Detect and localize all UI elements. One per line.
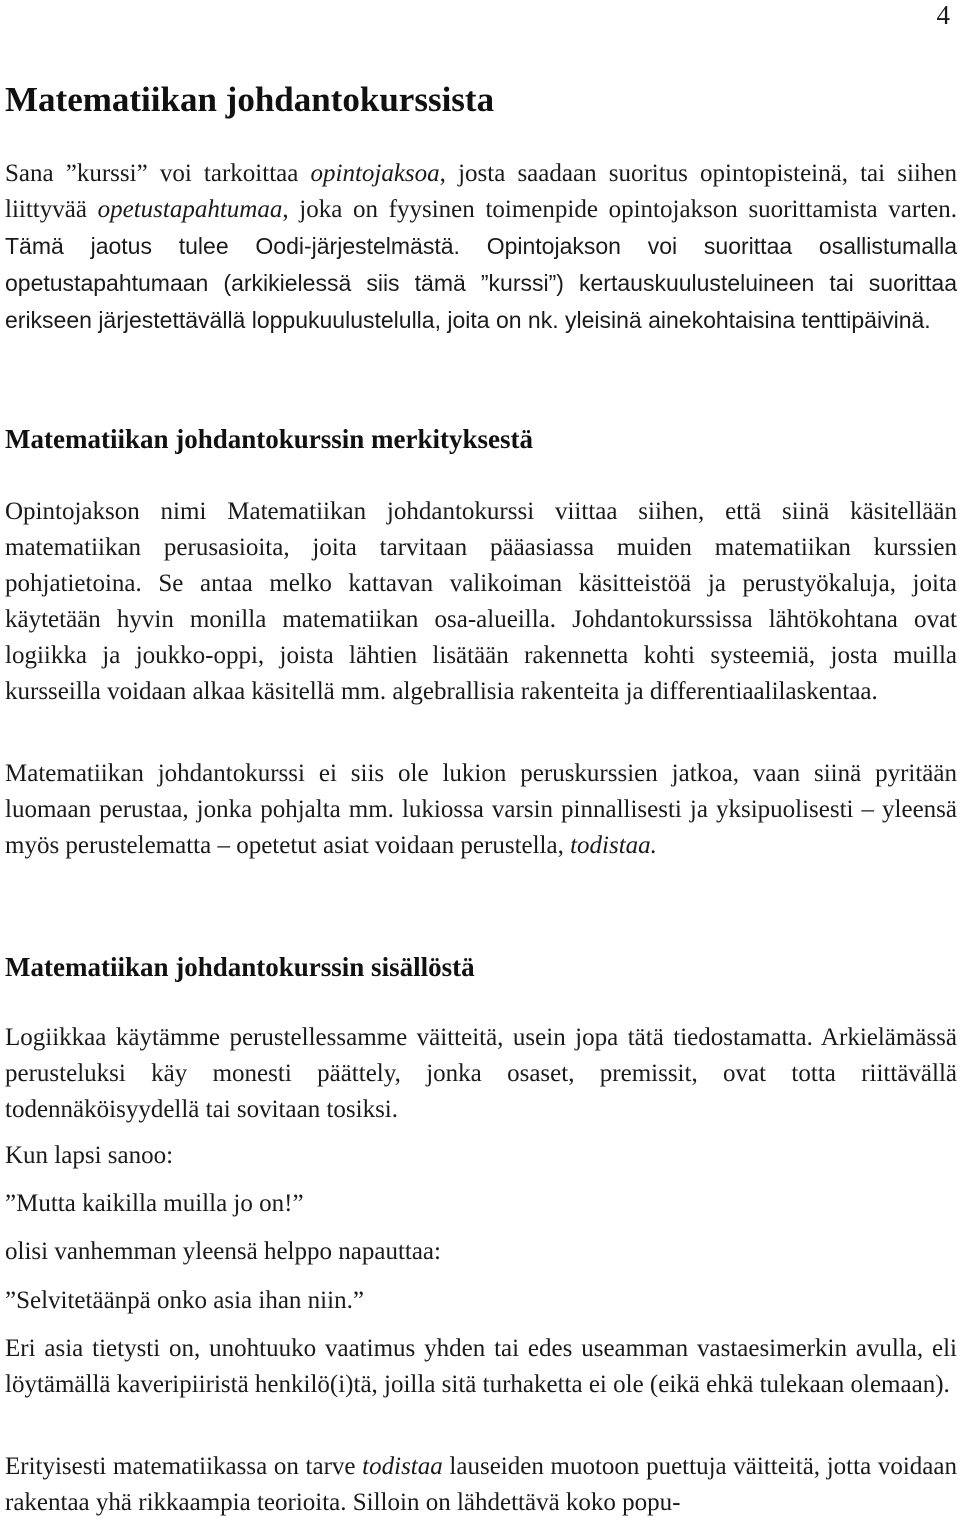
paragraph-sisalto-5 xyxy=(5,1449,957,1521)
heading-johdantokurssista: Matematiikan johdantokurssista xyxy=(5,80,495,119)
emphasis-opintojaksoa: opintojaksoa xyxy=(310,160,440,187)
quote-child: ”Mutta kaikilla muilla jo on!” xyxy=(5,1190,304,1217)
heading-merkityksesta: Matematiikan johdantokurssin merkityksestä xyxy=(5,424,534,454)
paragraph-sisalto-1: Logiikkaa käytämme perustellessamme väitteitä, usein jopa tätä tiedostamatta. Arkielämässä perusteluksi käy monesti päättely, jonka osaset, premissit, ovat totta riittävällä todennäköisyydellä tai sovitaan tosiksi. xyxy=(5,1024,957,1123)
paragraph-merkitys-2 xyxy=(5,756,957,864)
text-run-sans: Opintojakson voi suorittaa osallistumalla opetustapahtumaan (arkikielessä siis tämä ”kurssi”) kertauskuulusteluineen tai suorittaa erikseen järjestettävällä loppukuulustelulla, joita on nk. yleisinä ainekohtaisina tenttipäivinä. xyxy=(5,233,957,333)
text-run: , joka on fyysinen toimenpide opintojakson suorittamista varten. xyxy=(282,196,958,223)
emphasis-todistaa: todistaa. xyxy=(570,832,657,859)
text-run: , josta saadaan suoritus opintopisteinä, tai siihen liittyvää xyxy=(5,160,957,223)
page-number: 4 xyxy=(936,0,950,30)
emphasis-opetustapahtumaa: opetustapahtumaa xyxy=(97,196,283,223)
paragraph-sisalto-4: Eri asia tietysti on, unohtuuko vaatimus yhden tai edes useamman vastaesimerkin avulla, eli löytämällä kaveripiiristä henkilö(i)tä, joilla sitä turhaketta ei ole (eikä ehkä tulekaan olemaan). xyxy=(5,1335,957,1398)
paragraph-sisalto-2: Kun lapsi sanoo: xyxy=(5,1142,174,1169)
text-run: Erityisesti matematiikassa on tarve xyxy=(5,1453,363,1480)
paragraph-intro xyxy=(5,156,957,339)
text-run: lauseiden muotoon puettuja väitteitä, jotta voidaan rakentaa yhä rikkaampia teorioita. Silloin on lähdettävä koko popu- xyxy=(5,1453,957,1516)
heading-sisallosta: Matematiikan johdantokurssin sisällöstä xyxy=(5,952,475,982)
quote-parent: ”Selvitetäänpä onko asia ihan niin.” xyxy=(5,1287,364,1314)
paragraph-sisalto-3: olisi vanhemman yleensä helppo napauttaa: xyxy=(5,1238,441,1265)
text-run-sans: Tämä jaotus tulee Oodi-järjestelmästä. xyxy=(5,233,460,259)
text-run: Matematiikan johdantokurssi ei siis ole lukion peruskurssien jatkoa, vaan siinä pyritään luomaan perustaa, jonka pohjalta mm. lukiossa varsin pinnallisesti ja yksipuolisesti – yleensä myös perustelematta – opetetut asiat voidaan perustella, xyxy=(5,760,957,859)
emphasis-todistaa: todistaa xyxy=(362,1453,443,1480)
text-run: Sana ”kurssi” voi tarkoittaa xyxy=(5,160,311,187)
paragraph-merkitys-1: Opintojakson nimi Matematiikan johdantokurssi viittaa siihen, että siinä käsitellään matematiikan perusasioita, joita tarvitaan pääasiassa muiden matematiikan kurssien pohjatietoina. Se antaa melko kattavan valikoiman käsitteistöä ja perustyökaluja, joita käytetään hyvin monilla matematiikan osa-alueilla. Johdantokurssissa lähtökohtana ovat logiikka ja joukko-oppi, joista lähtien lisätään rakennetta kohti systeemiä, josta muilla kursseilla voidaan alkaa käsitellä mm. algebrallisia rakenteita ja differentiaalilaskentaa. xyxy=(5,498,957,705)
